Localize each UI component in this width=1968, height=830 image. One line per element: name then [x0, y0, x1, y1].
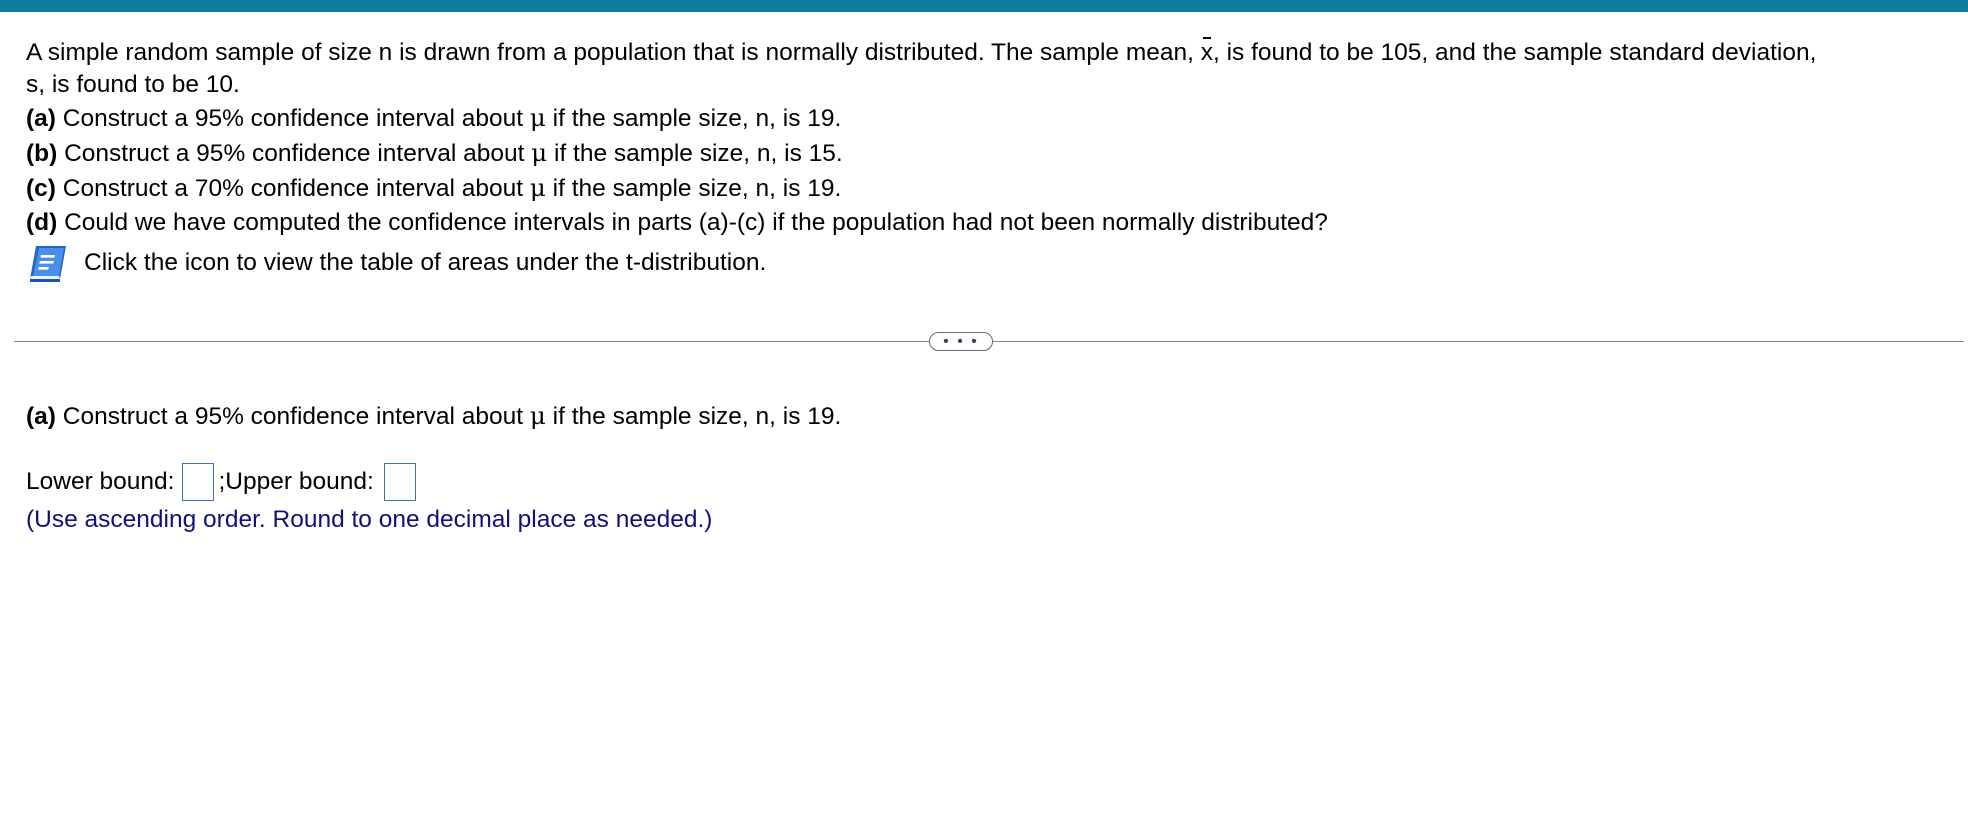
- part-text: Construct a 95% confidence interval about: [55, 105, 530, 132]
- problem-intro-text-2: , is found to be 105, and the sample standard deviation,: [1213, 39, 1817, 66]
- problem-intro-line-2: s, is found to be 10.: [26, 71, 240, 98]
- problem-part-c: [26, 171, 1946, 206]
- bound-separator: ;: [218, 468, 226, 495]
- problem-intro-line-1: [26, 37, 1946, 69]
- problem-intro-text-1: A simple random sample of size n is drawn from a population that is normally distributed. The sample mean,: [26, 39, 1201, 66]
- part-label: (d): [26, 209, 58, 236]
- problem-part-b: [26, 136, 1946, 171]
- rounding-hint: (Use ascending order. Round to one decimal place as needed.): [26, 506, 713, 533]
- problem-part-d: [26, 206, 1946, 240]
- part-text: Construct a 95% confidence interval about: [57, 140, 532, 167]
- t-table-link-text[interactable]: Click the icon to view the table of areas under the t-distribution.: [84, 249, 767, 276]
- problem-part-a: [26, 101, 1946, 136]
- xbar-symbol: x: [1201, 37, 1213, 69]
- part-text: Construct a 70% confidence interval about: [55, 175, 530, 202]
- bounds-row: [26, 463, 420, 501]
- answer-question-tail: if the sample size, n, is 19.: [545, 403, 842, 430]
- part-label: (b): [26, 140, 58, 167]
- top-bar: [0, 0, 1968, 12]
- upper-bound-input[interactable]: [384, 463, 416, 501]
- problem-statement: [26, 37, 1946, 240]
- mu-symbol: μ: [529, 173, 546, 202]
- part-tail: if the sample size, n, is 15.: [547, 140, 843, 167]
- mu-symbol: μ: [529, 103, 546, 132]
- answer-question-title: [26, 400, 841, 433]
- part-tail: if the sample size, n, is 19.: [545, 105, 842, 132]
- part-label: (a): [26, 105, 56, 132]
- part-label: (c): [26, 175, 56, 202]
- lower-bound-label: Lower bound:: [26, 468, 175, 495]
- mu-symbol: μ: [531, 138, 548, 167]
- book-icon[interactable]: [28, 243, 70, 283]
- part-tail: if the sample size, n, is 19.: [545, 175, 842, 202]
- expand-more-button[interactable]: • • •: [929, 332, 993, 351]
- lower-bound-input[interactable]: [182, 463, 214, 501]
- upper-bound-label: Upper bound:: [225, 468, 374, 495]
- part-text: Could we have computed the confidence intervals in parts (a)-(c) if the population had not been normally distributed?: [57, 209, 1328, 236]
- mu-symbol: μ: [529, 401, 546, 430]
- answer-question-text: Construct a 95% confidence interval about: [55, 403, 530, 430]
- t-table-link[interactable]: [28, 243, 766, 283]
- part-label: (a): [26, 403, 56, 430]
